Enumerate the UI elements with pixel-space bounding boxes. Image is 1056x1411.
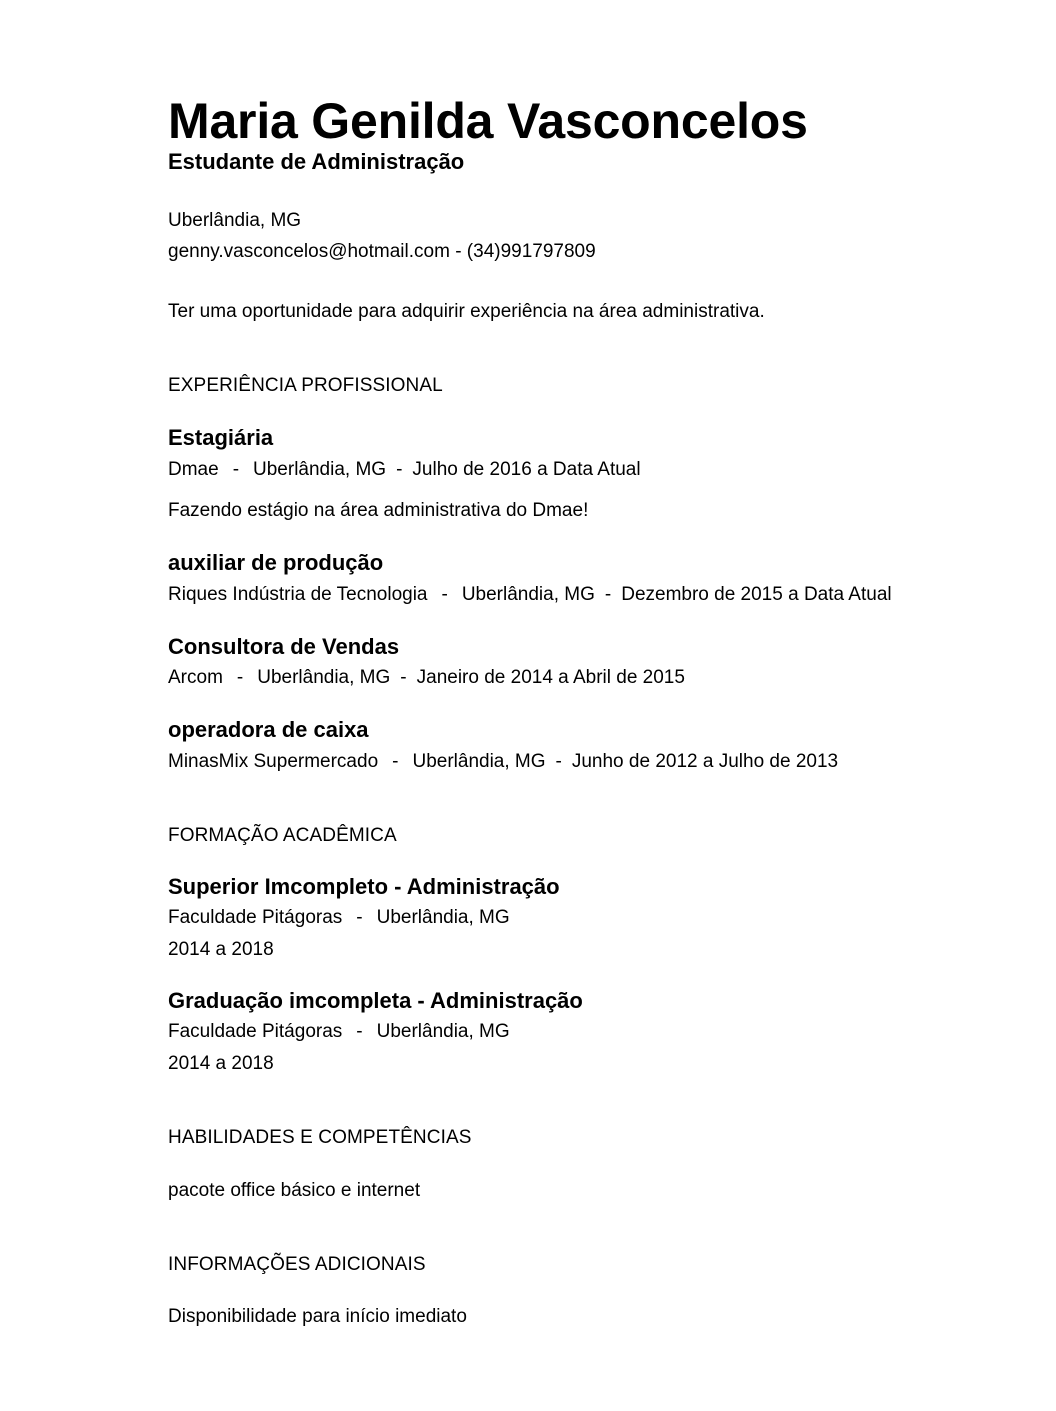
- meta-separator: -: [232, 459, 240, 480]
- skills-text: pacote office básico e internet: [168, 1180, 421, 1201]
- job-company: Arcom: [168, 667, 223, 688]
- job-period: Dezembro de 2015 a Data Atual: [621, 584, 892, 605]
- job-company: MinasMix Supermercado: [168, 751, 379, 772]
- job-title: operadora de caixa: [168, 717, 369, 742]
- meta-separator: -: [441, 584, 448, 605]
- candidate-headline: Estudante de Administração: [168, 149, 465, 174]
- job-company: Dmae: [168, 459, 219, 480]
- job-location: Uberlândia, MG: [257, 667, 391, 688]
- job-meta: [168, 666, 685, 690]
- meta-separator: -: [236, 667, 244, 688]
- job-meta: [168, 750, 838, 774]
- meta-separator: -: [604, 584, 612, 605]
- school-location: Uberlândia, MG: [376, 1021, 510, 1042]
- job-title: auxiliar de produção: [168, 550, 384, 575]
- job-meta: [168, 458, 641, 482]
- additional-text: Disponibilidade para início imediato: [168, 1306, 467, 1327]
- meta-separator: -: [400, 667, 407, 688]
- contact-separator: -: [455, 241, 462, 262]
- experience-heading: EXPERIÊNCIA PROFISSIONAL: [168, 375, 443, 396]
- degree-title: Graduação imcompleta - Administração: [168, 988, 583, 1013]
- school-meta: [168, 906, 510, 930]
- job-location: Uberlândia, MG: [412, 751, 546, 772]
- job-meta: [168, 583, 892, 607]
- school-meta: [168, 1020, 510, 1044]
- job-location: Uberlândia, MG: [461, 584, 595, 605]
- meta-separator: -: [356, 1021, 363, 1042]
- meta-separator: -: [356, 907, 363, 928]
- additional-heading: INFORMAÇÕES ADICIONAIS: [168, 1254, 426, 1275]
- skills-heading: HABILIDADES E COMPETÊNCIAS: [168, 1127, 472, 1148]
- job-period: Julho de 2016 a Data Atual: [412, 459, 641, 480]
- meta-separator: -: [555, 751, 562, 772]
- school-location: Uberlândia, MG: [376, 907, 510, 928]
- school-name: Faculdade Pitágoras: [168, 907, 343, 928]
- job-title: Estagiária: [168, 425, 274, 450]
- job-period: Janeiro de 2014 a Abril de 2015: [416, 667, 685, 688]
- contact-line: [168, 240, 596, 264]
- candidate-name: Maria Genilda Vasconcelos: [168, 93, 808, 149]
- education-period: 2014 a 2018: [168, 939, 274, 960]
- education-heading: FORMAÇÃO ACADÊMICA: [168, 825, 397, 846]
- candidate-location: Uberlândia, MG: [168, 210, 302, 231]
- school-name: Faculdade Pitágoras: [168, 1021, 343, 1042]
- meta-separator: -: [392, 751, 399, 772]
- job-title: Consultora de Vendas: [168, 634, 400, 659]
- job-period: Junho de 2012 a Julho de 2013: [571, 751, 839, 772]
- meta-separator: -: [396, 459, 403, 480]
- degree-title: Superior Imcompleto - Administração: [168, 874, 560, 899]
- job-location: Uberlândia, MG: [253, 459, 387, 480]
- phone-text: (34)991797809: [466, 241, 596, 262]
- job-description: Fazendo estágio na área administrativa do Dmae!: [168, 500, 589, 521]
- email-text: genny.vasconcelos@hotmail.com: [168, 241, 450, 262]
- education-period: 2014 a 2018: [168, 1053, 274, 1074]
- job-company: Riques Indústria de Tecnologia: [168, 584, 428, 605]
- objective-text: Ter uma oportunidade para adquirir experiência na área administrativa.: [168, 301, 765, 322]
